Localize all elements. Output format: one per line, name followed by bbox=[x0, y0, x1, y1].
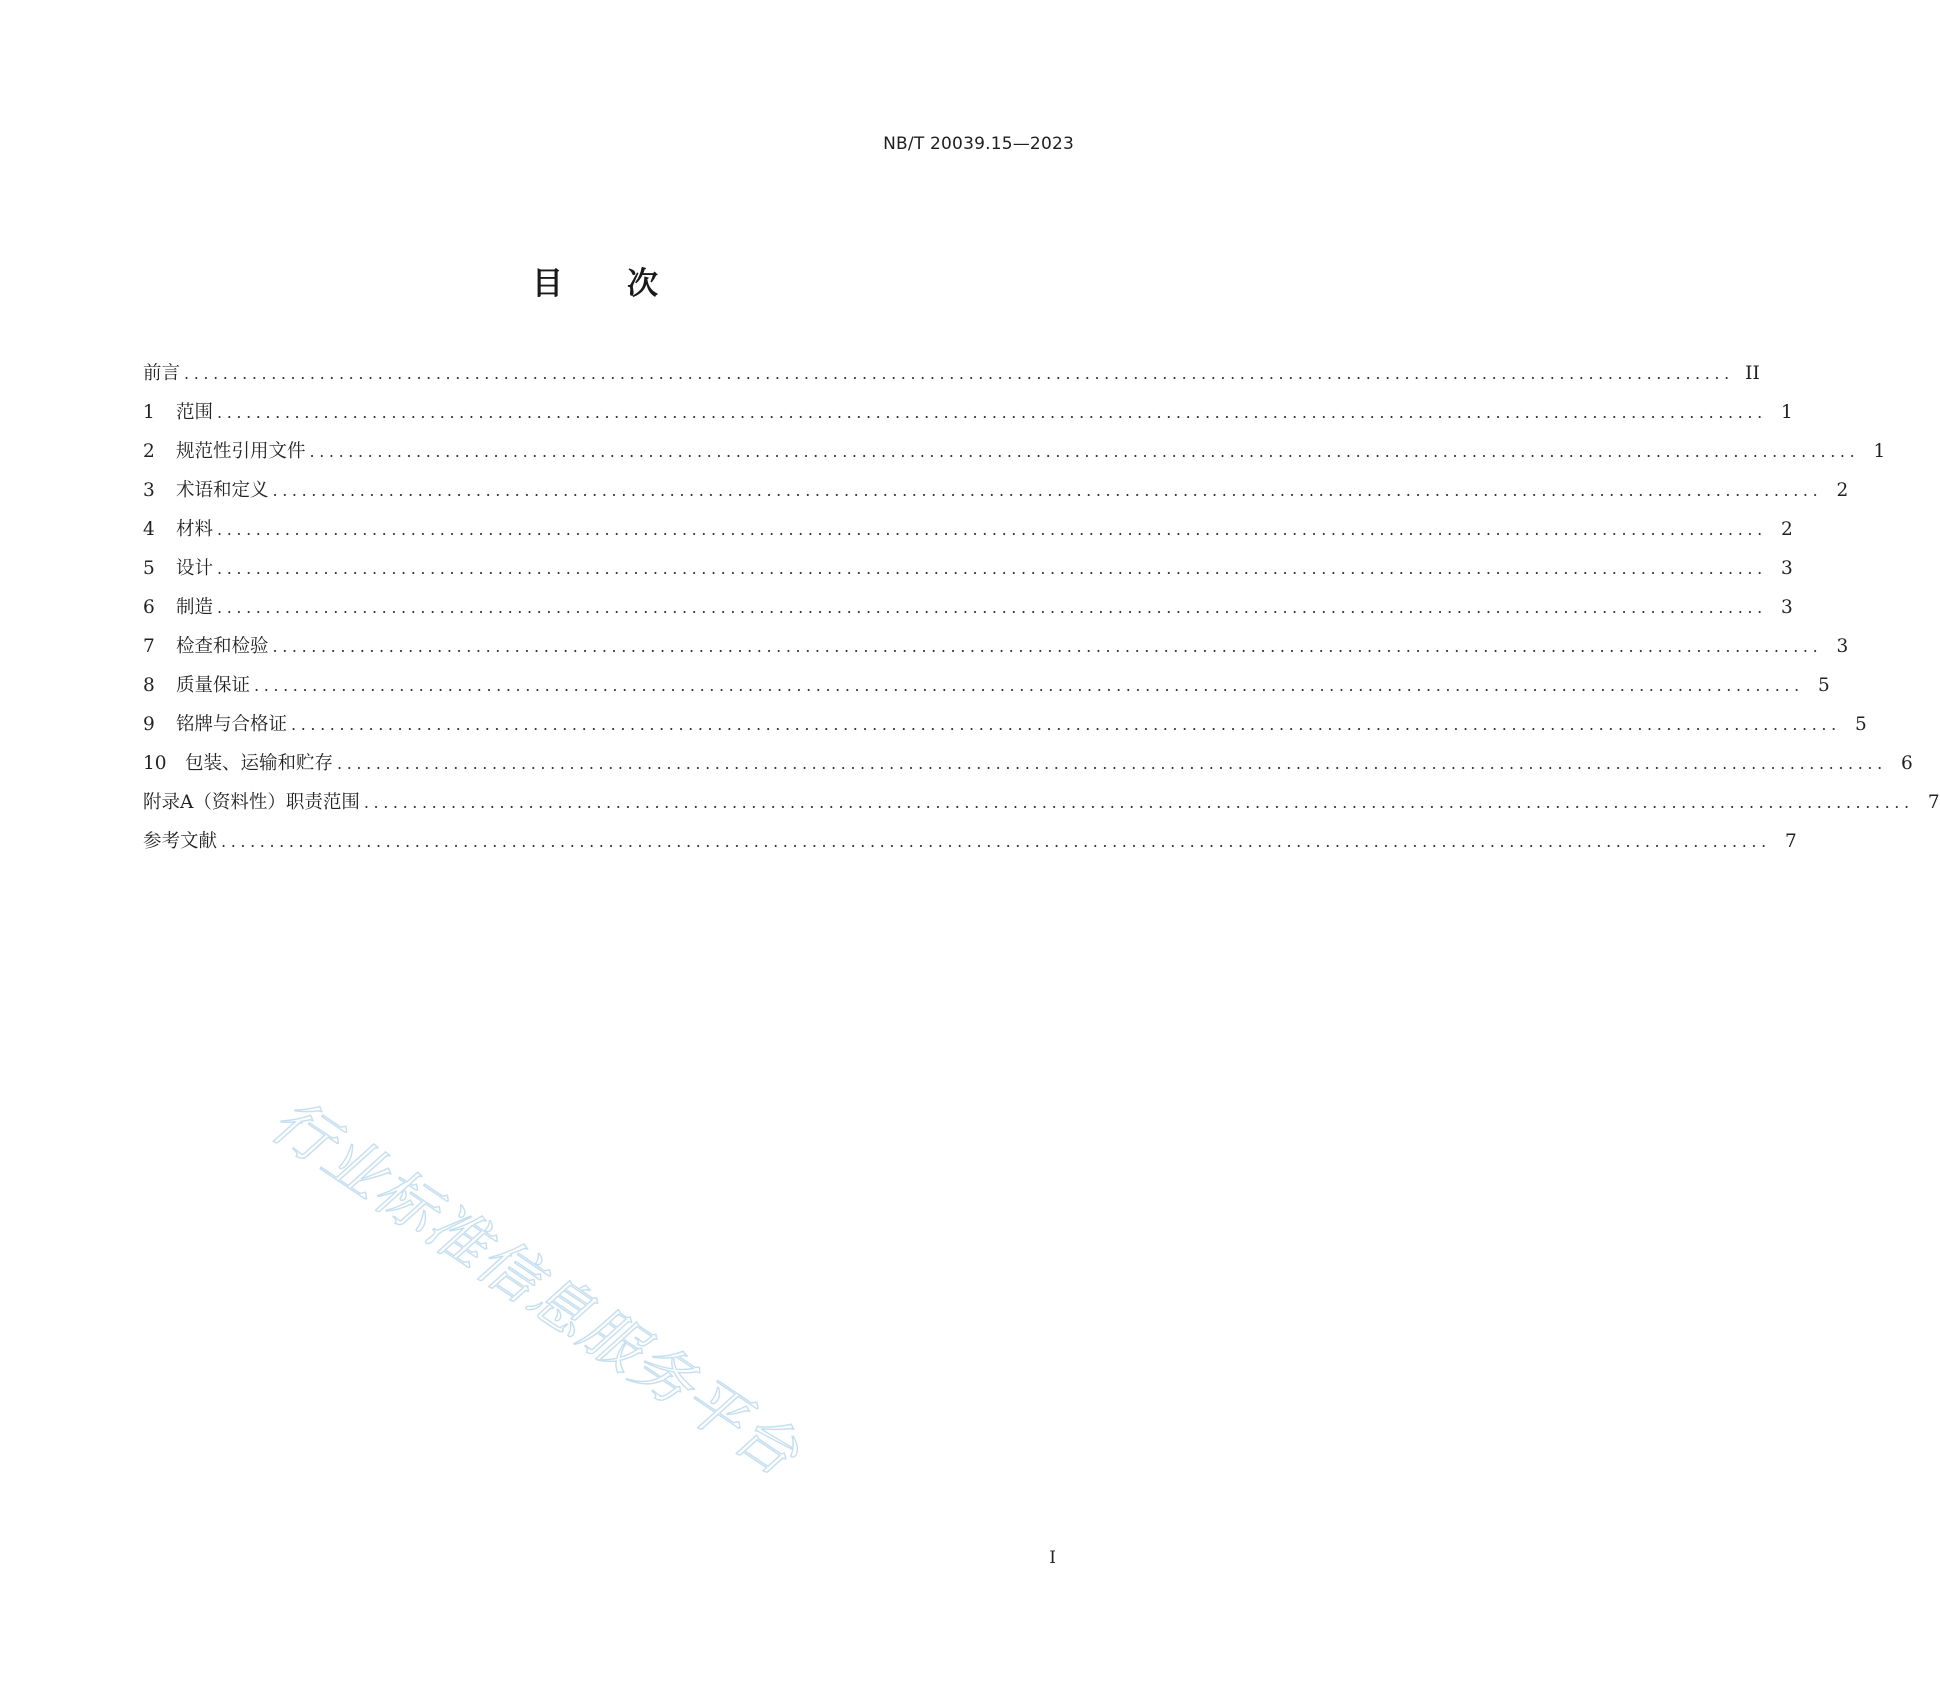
toc-leader-dots: ................................................................................................................................................................ bbox=[217, 403, 1767, 422]
toc-entry-page: 7 bbox=[1784, 831, 1797, 852]
toc-entry-label: 参考文献 bbox=[143, 831, 218, 852]
toc-entry-label: 设计 bbox=[176, 558, 214, 579]
toc-entry-label: 前言 bbox=[143, 363, 181, 384]
toc-entry-label: 铭牌与合格证 bbox=[176, 714, 288, 735]
toc-entry-bibliography[interactable] bbox=[143, 822, 1797, 861]
toc-entry-page: 6 bbox=[1900, 753, 1913, 774]
standard-number: NB/T 20039.15—2023 bbox=[883, 134, 1074, 154]
toc-entry-label: 材料 bbox=[176, 519, 214, 540]
title-char-1: 目 bbox=[532, 266, 563, 302]
toc-entry-terms-definitions[interactable] bbox=[143, 471, 1849, 510]
toc-leader-dots: ................................................................................................................................................................ bbox=[217, 520, 1767, 539]
toc-entry-label: 质量保证 bbox=[176, 675, 251, 696]
toc-entry-label: 术语和定义 bbox=[176, 480, 269, 501]
watermark: 行业标准信息服务平台 bbox=[258, 1085, 812, 1491]
toc-entry-design[interactable] bbox=[143, 549, 1793, 588]
toc-entry-packaging-transport-storage[interactable] bbox=[143, 744, 1913, 783]
toc-entry-page: 3 bbox=[1836, 636, 1849, 657]
toc-entry-nameplate-certificate[interactable] bbox=[143, 705, 1867, 744]
page-title bbox=[0, 258, 1190, 303]
toc-entry-number: 6 bbox=[143, 597, 155, 618]
toc-entry-materials[interactable] bbox=[143, 510, 1793, 549]
toc-entry-label: 规范性引用文件 bbox=[176, 441, 306, 462]
toc-entry-foreword[interactable] bbox=[143, 354, 1760, 393]
toc-entry-number: 4 bbox=[143, 519, 155, 540]
toc-entry-inspection-testing[interactable] bbox=[143, 627, 1849, 666]
toc-entry-scope[interactable] bbox=[143, 393, 1793, 432]
toc-entry-normative-references[interactable] bbox=[143, 432, 1886, 471]
table-of-contents bbox=[143, 354, 1940, 861]
toc-entry-page: 1 bbox=[1873, 441, 1886, 462]
toc-leader-dots: ................................................................................................................................................................ bbox=[272, 481, 1823, 500]
toc-entry-number: 10 bbox=[143, 753, 167, 774]
toc-entry-page: 7 bbox=[1927, 792, 1940, 813]
toc-leader-dots: ................................................................................................................................................................ bbox=[221, 832, 1771, 851]
toc-entry-label: 检查和检验 bbox=[176, 636, 269, 657]
toc-entry-manufacturing[interactable] bbox=[143, 588, 1793, 627]
page-number: I bbox=[1049, 1548, 1056, 1568]
toc-leader-dots: ................................................................................................................................................................ bbox=[217, 559, 1767, 578]
toc-entry-label: 制造 bbox=[176, 597, 214, 618]
toc-leader-dots: ................................................................................................................................................................ bbox=[291, 715, 1841, 734]
toc-entry-page: 2 bbox=[1836, 480, 1849, 501]
toc-entry-label: 范围 bbox=[176, 402, 214, 423]
toc-entry-page: 1 bbox=[1780, 402, 1793, 423]
toc-entry-number: 7 bbox=[143, 636, 155, 657]
toc-entry-annex-a[interactable] bbox=[143, 783, 1940, 822]
toc-entry-number: 5 bbox=[143, 558, 155, 579]
toc-entry-number: 1 bbox=[143, 402, 155, 423]
toc-entry-number: 2 bbox=[143, 441, 155, 462]
toc-entry-page: II bbox=[1745, 363, 1760, 384]
toc-leader-dots: ................................................................................................................................................................ bbox=[363, 793, 1914, 812]
toc-leader-dots: ................................................................................................................................................................ bbox=[254, 676, 1804, 695]
toc-leader-dots: ................................................................................................................................................................ bbox=[184, 364, 1734, 383]
toc-leader-dots: ................................................................................................................................................................ bbox=[272, 637, 1823, 656]
toc-leader-dots: ................................................................................................................................................................ bbox=[309, 442, 1860, 461]
toc-entry-page: 5 bbox=[1854, 714, 1867, 735]
toc-entry-number: 3 bbox=[143, 480, 155, 501]
toc-leader-dots: ................................................................................................................................................................ bbox=[337, 754, 1887, 773]
toc-entry-label: 包装、运输和贮存 bbox=[185, 753, 334, 774]
toc-entry-number: 8 bbox=[143, 675, 155, 696]
toc-entry-page: 3 bbox=[1780, 597, 1793, 618]
toc-entry-label: 附录A（资料性）职责范围 bbox=[143, 792, 360, 813]
toc-leader-dots: ................................................................................................................................................................ bbox=[217, 598, 1767, 617]
toc-entry-quality-assurance[interactable] bbox=[143, 666, 1830, 705]
toc-entry-page: 5 bbox=[1817, 675, 1830, 696]
toc-entry-page: 2 bbox=[1780, 519, 1793, 540]
toc-entry-page: 3 bbox=[1780, 558, 1793, 579]
toc-entry-number: 9 bbox=[143, 714, 155, 735]
title-char-2: 次 bbox=[627, 266, 658, 302]
